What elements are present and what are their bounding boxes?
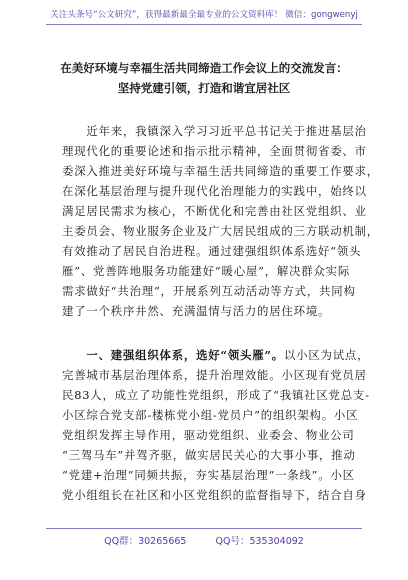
text-line: 雁”、党善阵地服务功能建好“暖心屋”，解决群众实际 [62,264,351,278]
text-line: 有效推动了居民自治进程。通过建强组织体系选好“领头 [62,244,362,258]
text-line: 在深化基层治理与提升现代化治理能力的实践中，始终以 [62,184,367,198]
intro-paragraph [62,121,379,321]
text-line: “三驾马车”并驾齐驱，做实居民关心的大事小事，推动 [62,448,356,462]
text-line: 党小组组长在社区和小区党组织的监督指导下，结合自身 [62,488,367,502]
text-line: 委深入推进美好环境与幸福生活共同缔造的重要工作要求， [62,164,379,178]
title-line-2: 坚持党建引领，打造和谐宜居社区 [117,81,291,95]
section-1-paragraph [62,345,370,505]
text-line: 理现代化的重要论述和指示批示精神，全面贯彻省委、市 [62,144,367,158]
text-line: 主委员会、物业服务企业及广大居民组成的三方联动机制， [62,224,379,238]
text-line: 党组织发挥主导作用，驱动党组织、业委会、物业公司 [62,428,355,442]
footer-divider [46,528,362,529]
header-divider [46,24,362,25]
title-line-1: 在美好环境与幸福生活共同缔造工作会议上的交流发言： [60,61,348,75]
footer-qq-number: QQ号：535304092 [215,536,304,547]
section-1-first-line [62,345,370,365]
section-1-heading: 一、建强组织体系，选好“领头雁”。 [62,348,284,362]
footer-qq-group: QQ群：30265665 [104,536,187,547]
section-1-first-text: 以小区为试点， [283,348,370,362]
text-line: 近年来，我镇深入学习习近平总书记关于推进基层治 [62,124,367,138]
text-line: 民83人，成立了功能性党组织，形成了“我镇社区党总支- [62,388,370,402]
header-banner: 关注头条号“公文研究”，获得最新最全最专业的公文资料库！ 微信：gongwenyj [50,10,358,20]
footer [0,533,408,547]
text-line: 需求做好“共治理”，开展系列互动活动等方式，共同构 [62,284,356,298]
text-line: 建了一个秩序井然、充满温情与活力的居住环境。 [62,304,331,318]
text-line: 完善城市基层治理体系，提升治理效能。小区现有党员居 [62,368,367,382]
text-line: 满足居民需求为核心，不断优化和完善由社区党组织、业 [62,204,367,218]
text-line: 小区综合党支部-楼栋党小组-党员户”的组织架构。小区 [62,408,359,422]
document-title [0,58,408,98]
text-line: “党建+治理”同频共振，夯实基层治理“一条线”。小区 [62,468,355,482]
